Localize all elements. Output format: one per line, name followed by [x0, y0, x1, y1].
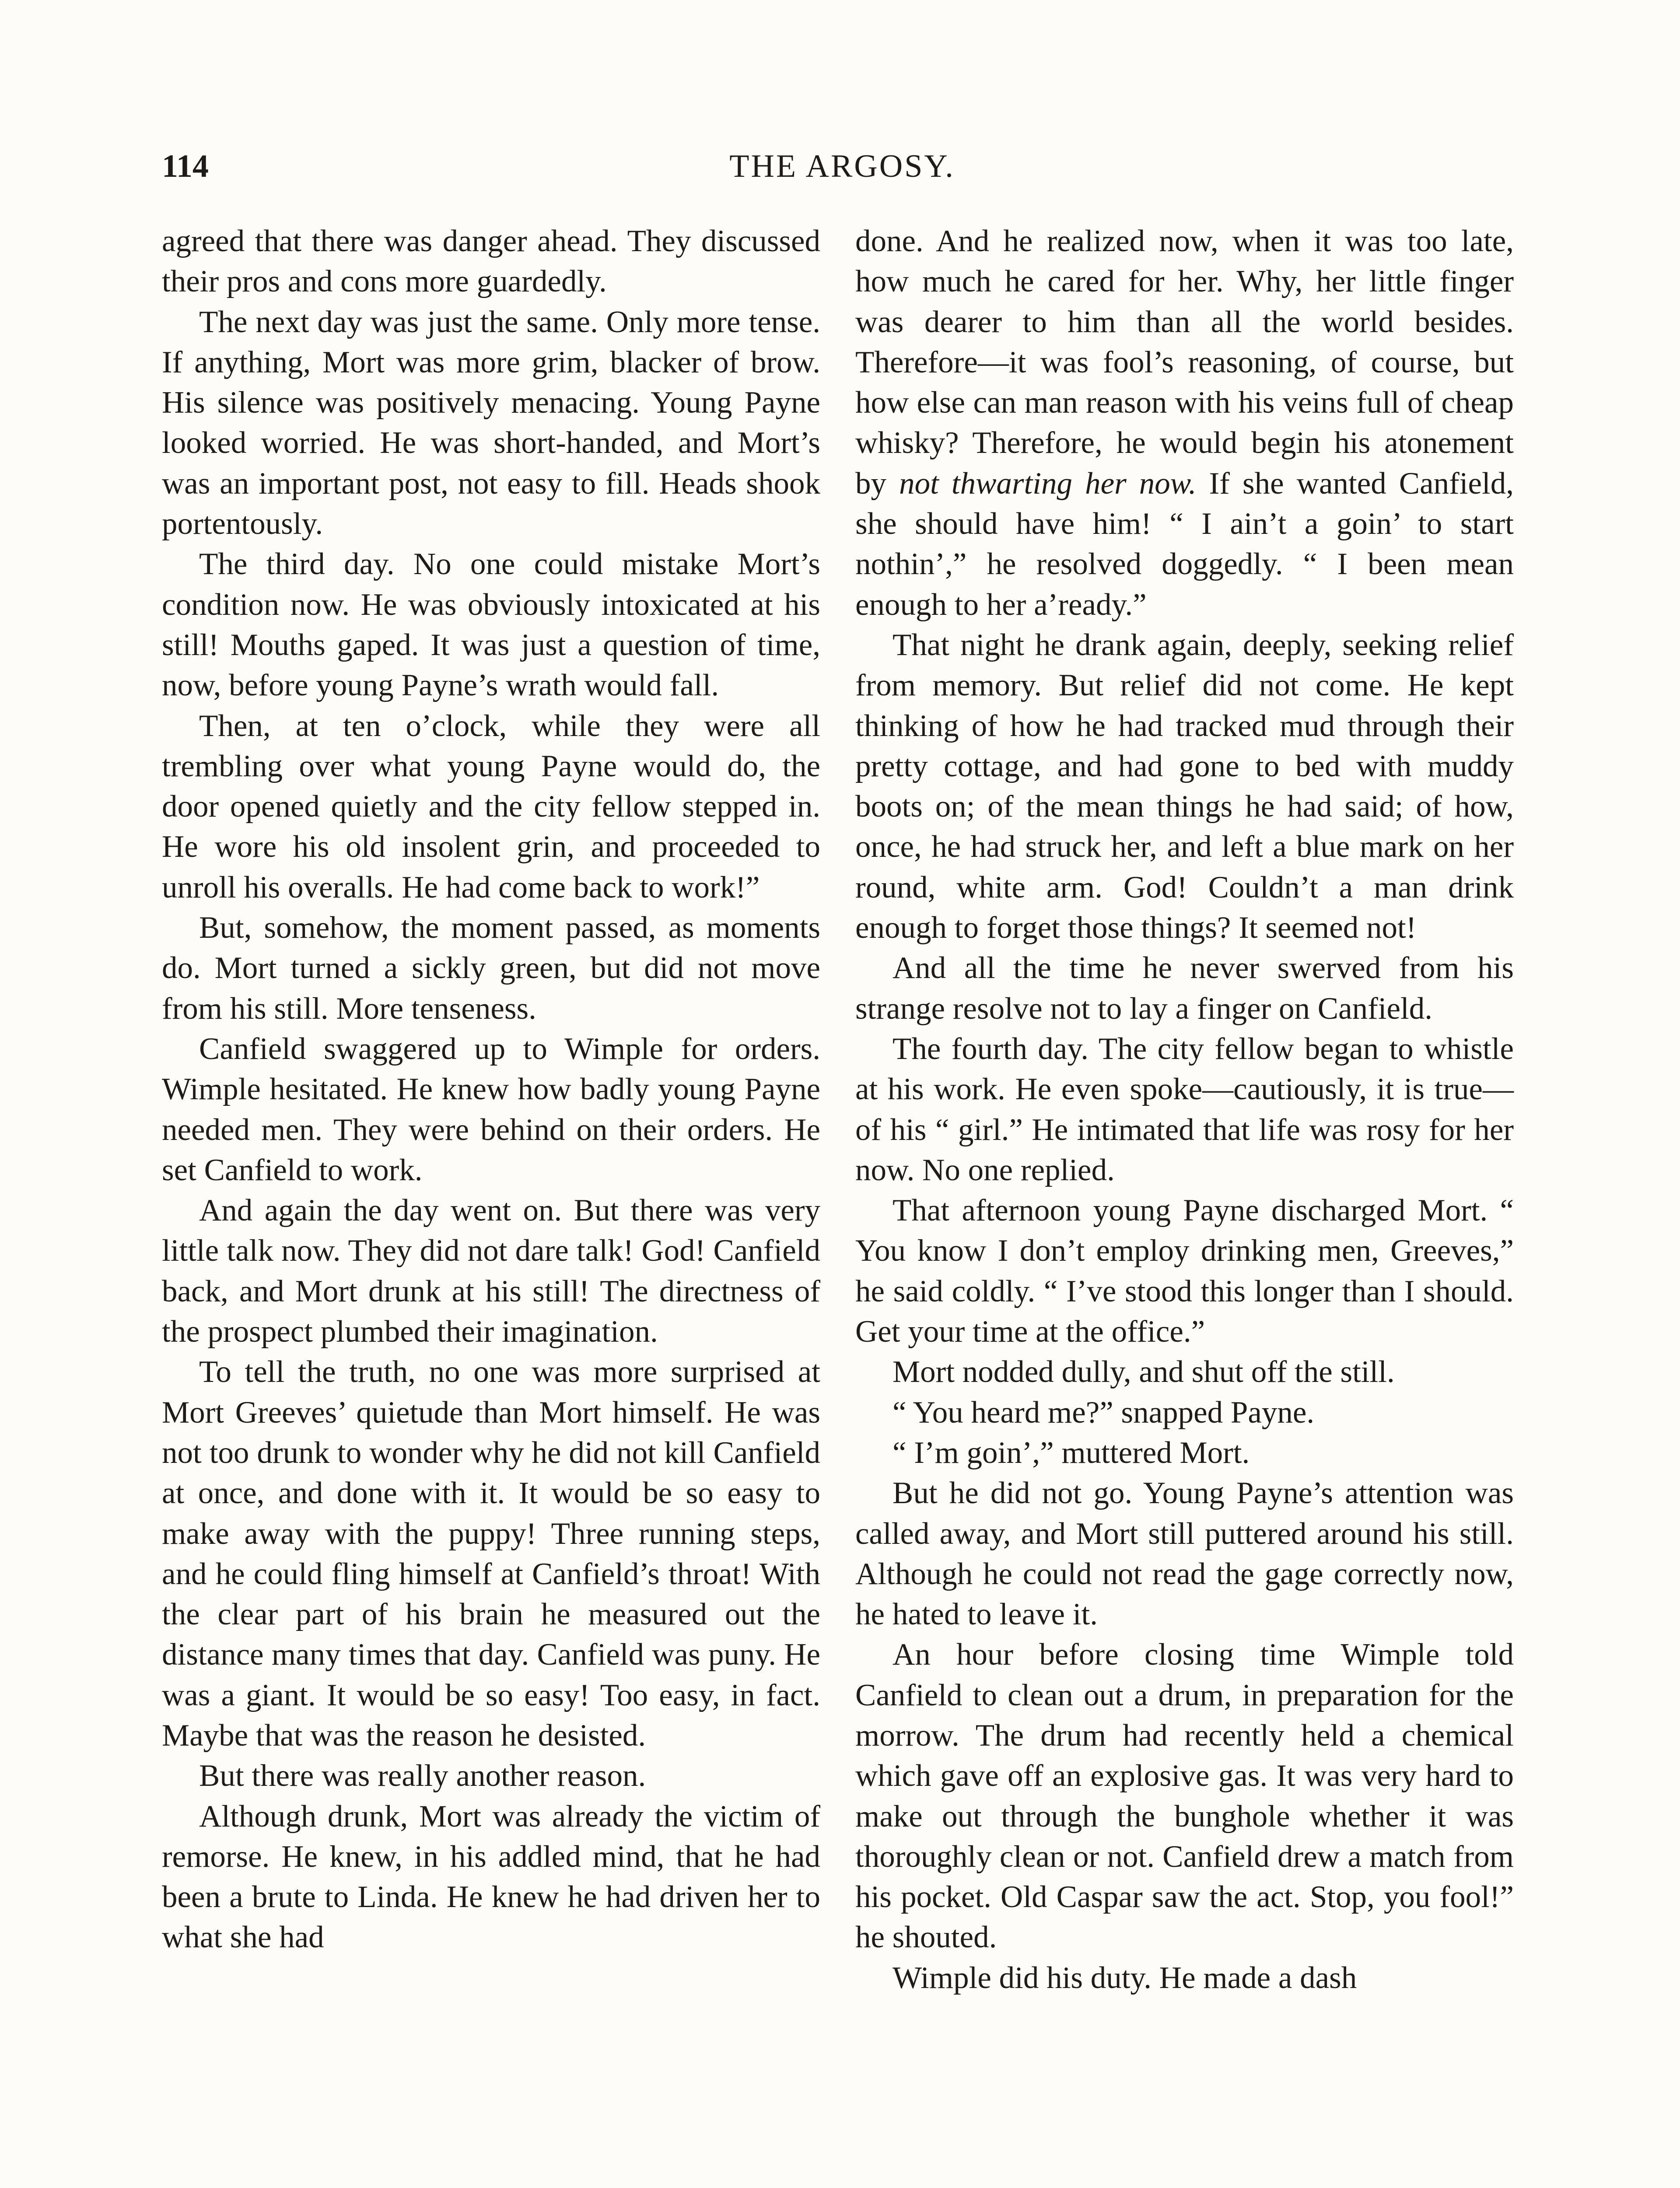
magazine-title: THE ARGOSY. [729, 148, 955, 184]
paragraph: Although drunk, Mort was already the victim of remorse. He knew, in his addled mind, that he had been a brute to Linda. He knew he had driven her to what she had [162, 1799, 820, 1955]
paragraph: The next day was just the same. Only more tense. If anything, Mort was more grim, blacker of brow. His silence was positively menacing. Young Payne looked worried. He was short-handed, and Mort’s was an important post, not easy to fill. Heads shook portentously. [162, 305, 820, 541]
paragraph [855, 221, 1514, 625]
text-run: done. And he realized now, when it was too late, how much he cared for her. Why, her little finger was dearer to him than all the world besides. Therefore—it was fool’s reasoning, of course, but how else can man reason with his veins full of cheap whisky? Therefore, he would begin his atonement by [855, 224, 1514, 501]
left-column [162, 221, 820, 1958]
right-column [855, 221, 1514, 1998]
paragraph: “ I’m goin’,” muttered Mort. [892, 1435, 1250, 1470]
paragraph: To tell the truth, no one was more surprised at Mort Greeves’ quietude than Mort himself. He was not too drunk to wonder why he did not kill Canfield at once, and done with it. It would be so easy to make away with the puppy! Three running steps, and he could fling himself at Canfield’s throat! With the clear part of his brain he measured out the distance many times that day. Canfield was puny. He was a giant. It would be so easy! Too easy, in fact. Maybe that was the reason he desisted. [162, 1355, 820, 1753]
paragraph: But, somehow, the moment passed, as moments do. Mort turned a sickly green, but did not move from his still. More tenseness. [162, 911, 820, 1026]
paragraph: Then, at ten o’clock, while they were all trembling over what young Payne would do, the door opened quietly and the city fellow stepped in. He wore his old insolent grin, and proceeded to unroll his overalls. He had come back to work!” [162, 708, 820, 905]
page-header [162, 144, 1522, 197]
paragraph: agreed that there was danger ahead. They discussed their pros and cons more guardedly. [162, 224, 820, 299]
paragraph: That afternoon young Payne discharged Mort. “ You know I don’t employ drinking men, Greeves,” he said coldly. “ I’ve stood this longer than I should. Get your time at the office.” [855, 1193, 1514, 1349]
paragraph: And all the time he never swerved from his strange resolve not to lay a finger on Canfield. [855, 951, 1514, 1026]
paragraph: But there was really another reason. [199, 1759, 646, 1793]
page-number: 114 [162, 148, 209, 184]
paragraph: That night he drank again, deeply, seeking relief from memory. But relief did not come. He kept thinking of how he had tracked mud through their pretty cottage, and had gone to bed with muddy boots on; of the mean things he had said; of how, once, he had struck her, and left a blue mark on her round, white arm. God! Couldn’t a man drink enough to forget those things? It seemed not! [855, 628, 1514, 945]
paragraph: “ You heard me?” snapped Payne. [892, 1395, 1315, 1430]
paragraph: Mort nodded dully, and shut off the still. [892, 1355, 1395, 1389]
text-run: If she wanted Canfield, she should have him! “ I ain’t a goin’ to start nothin’,” he resolved doggedly. “ I been mean enough to her a’ready.” [855, 466, 1514, 622]
paragraph: And again the day went on. But there was very little talk now. They did not dare talk! God! Canfield back, and Mort drunk at his still! The directness of the prospect plumbed their imagination. [162, 1193, 820, 1349]
paragraph: The fourth day. The city fellow began to whistle at his work. He even spoke—cautiously, it is true—of his “ girl.” He intimated that life was rosy for her now. No one replied. [855, 1031, 1514, 1187]
paragraph: The third day. No one could mistake Mort’s condition now. He was obviously intoxicated at his still! Mouths gaped. It was just a question of time, now, before young Payne’s wrath would fall. [162, 547, 820, 703]
paragraph: But he did not go. Young Payne’s attention was called away, and Mort still puttered around his still. Although he could not read the gage correctly now, he hated to leave it. [855, 1476, 1514, 1632]
paragraph: Wimple did his duty. He made a dash [892, 1960, 1357, 1995]
italic-text: not thwarting her now. [899, 466, 1197, 501]
paragraph: Canfield swaggered up to Wimple for orders. Wimple hesitated. He knew how badly young Payne needed men. They were behind on their orders. He set Canfield to work. [162, 1031, 820, 1187]
paragraph: An hour before closing time Wimple told Canfield to clean out a drum, in preparation for the morrow. The drum had recently held a chemical which gave off an explosive gas. It was very hard to make out through the bunghole whether it was thoroughly clean or not. Canfield drew a match from his pocket. Old Caspar saw the act. Stop, you fool!” he shouted. [855, 1637, 1514, 1955]
